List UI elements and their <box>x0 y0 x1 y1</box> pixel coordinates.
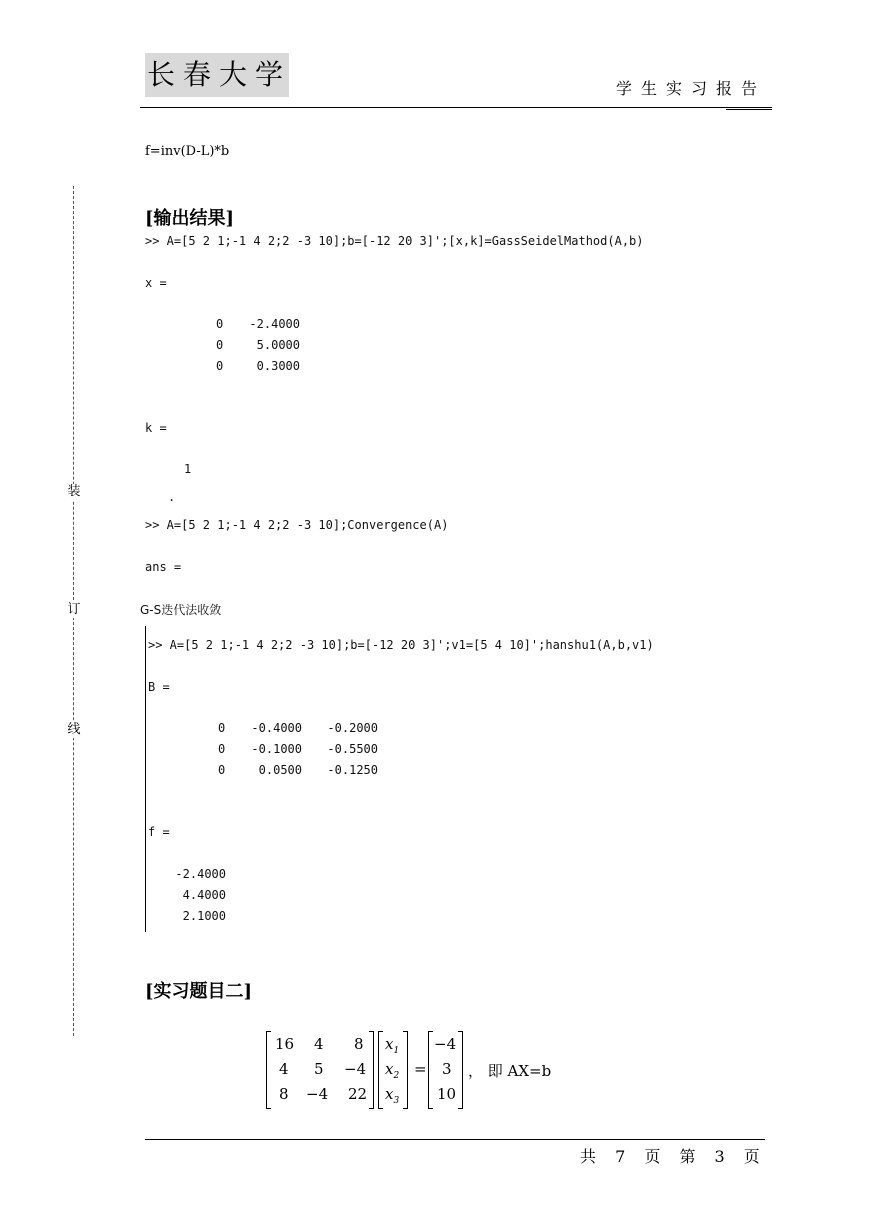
matrix-a-cell: −4 <box>306 1085 329 1103</box>
b-matrix-cell: -0.1000 <box>251 742 302 756</box>
x-value: 5.0000 <box>256 338 300 352</box>
command-hanshu1: >> A=[5 2 1;-1 4 2;2 -3 10];b=[-12 20 3]';v1=[5 4 10]';hanshu1(A,b,v1) <box>148 638 654 652</box>
b-matrix-cell: 0.0500 <box>258 763 302 777</box>
header-rule-secondary <box>726 109 772 110</box>
vector-x-cell: $x_2$ <box>385 1060 400 1081</box>
b-matrix-cell: 0 <box>218 721 226 735</box>
right-bracket <box>369 1031 374 1109</box>
command-convergence: >> A=[5 2 1;-1 4 2;2 -3 10];Convergence(A) <box>145 518 449 532</box>
left-bracket <box>266 1031 271 1109</box>
f-value: 2.1000 <box>182 909 226 923</box>
ans-value: G-S迭代法收敛 <box>140 603 222 617</box>
b-matrix-cell: 0 <box>218 763 226 777</box>
matrix-a-cell: 5 <box>314 1060 324 1078</box>
matrix-a-cell: −4 <box>344 1060 367 1078</box>
k-label: k = <box>145 421 167 435</box>
k-value: 1 <box>184 462 192 476</box>
matrix-a-cell: 22 <box>348 1085 368 1103</box>
f-value: 4.4000 <box>182 888 226 902</box>
matrix-a-cell: 8 <box>279 1085 289 1103</box>
b-matrix-cell: -0.1250 <box>327 763 378 777</box>
matrix-a-cell: 8 <box>354 1035 364 1053</box>
f-label: f = <box>148 825 170 839</box>
vector-b-cell: 10 <box>437 1085 457 1103</box>
matrix-a-cell: 16 <box>275 1035 295 1053</box>
binding-char-ding: 订 <box>67 602 81 617</box>
b-matrix-label: B = <box>148 680 170 694</box>
vector-x-cell: $x_1$ <box>385 1035 400 1056</box>
page-number: 共 7 页 第 3 页 <box>580 1147 760 1166</box>
vector-b-cell: −4 <box>434 1035 457 1053</box>
matrix-a-cell: 4 <box>314 1035 324 1053</box>
stray-dot: . <box>168 490 176 504</box>
vector-x-cell: $x_3$ <box>385 1085 400 1106</box>
left-bracket <box>378 1031 383 1109</box>
university-logo: 长春大学 <box>145 53 289 97</box>
binding-char-xian: 线 <box>67 722 81 737</box>
matrix-a-cell: 4 <box>279 1060 289 1078</box>
output-heading: [输出结果] <box>145 208 235 229</box>
x-value: 0.3000 <box>256 359 300 373</box>
f-value: -2.4000 <box>175 867 226 881</box>
b-matrix-cell: -0.4000 <box>251 721 302 735</box>
footer-rule <box>145 1139 765 1140</box>
b-matrix-cell: -0.2000 <box>327 721 378 735</box>
report-title: 学生实习报告 <box>616 79 767 98</box>
x-row-index: 0 <box>216 317 224 331</box>
x-row-index: 0 <box>216 338 224 352</box>
ans-label: ans = <box>145 560 182 574</box>
b-matrix-cell: -0.5500 <box>327 742 378 756</box>
b-matrix-cell: 0 <box>218 742 226 756</box>
right-bracket <box>403 1031 408 1109</box>
command-gauss-seidel: >> A=[5 2 1;-1 4 2;2 -3 10];b=[-12 20 3]';[x,k]=GassSeidelMathod(A,b) <box>145 234 644 248</box>
binding-char-zhuang: 装 <box>67 484 81 499</box>
exercise-two-heading: [实习题目二] <box>145 981 253 1002</box>
x-label: x = <box>145 276 167 290</box>
x-row-index: 0 <box>216 359 224 373</box>
screenshot-left-border <box>145 626 146 932</box>
header-rule <box>140 107 772 108</box>
right-bracket <box>458 1031 463 1109</box>
code-line: f=inv(D-L)*b <box>145 144 230 159</box>
x-value: -2.4000 <box>249 317 300 331</box>
equation-suffix: ， 即 AX=b <box>468 1062 552 1080</box>
equals-sign: = <box>414 1060 427 1078</box>
vector-b-cell: 3 <box>442 1060 452 1078</box>
left-bracket <box>428 1031 433 1109</box>
equation-matrix <box>266 1031 586 1107</box>
